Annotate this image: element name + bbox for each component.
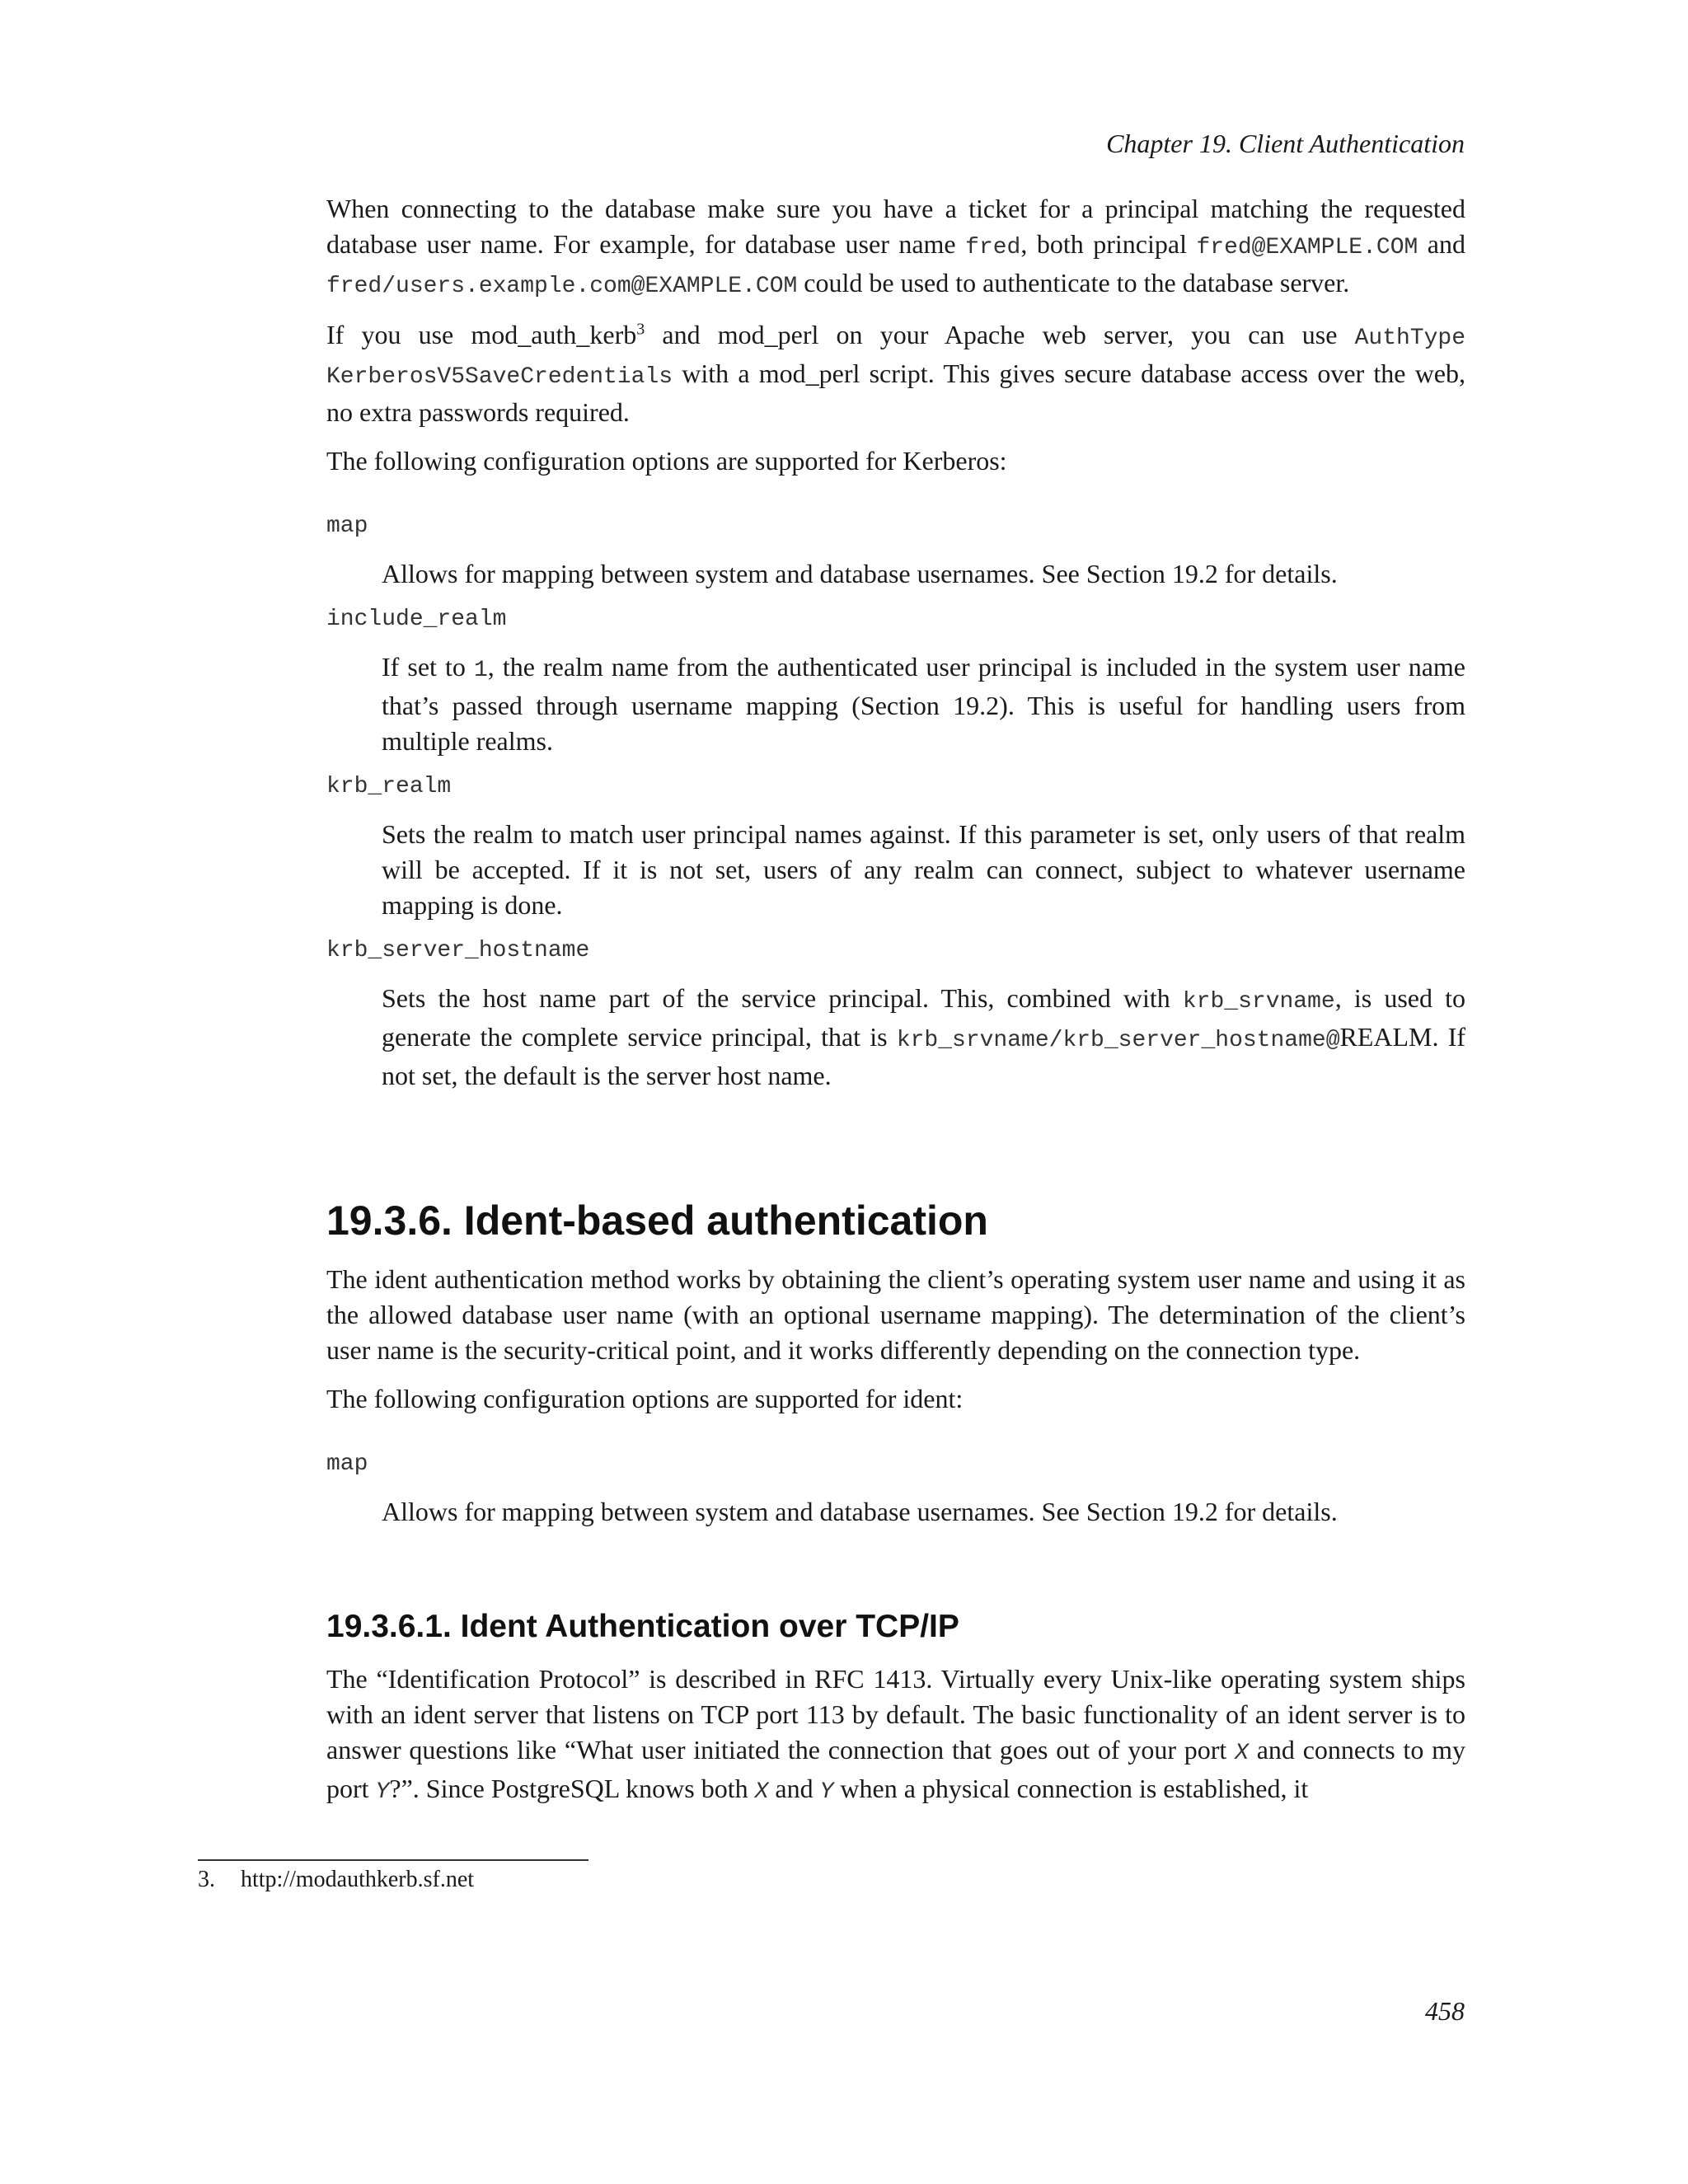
text-run: ?”. Since PostgreSQL knows both bbox=[389, 1774, 755, 1803]
code-user-fred: fred bbox=[965, 235, 1021, 260]
option-desc-krb-realm: Sets the realm to match user principal names against. If this parameter is set, only users of that realm will be accepted. If it is not set, users of any realm can connect, subject to whatever username mapping is done. bbox=[382, 819, 1465, 920]
intro-paragraph-kerberos-ticket bbox=[326, 191, 1465, 304]
option-desc-map bbox=[382, 556, 1465, 592]
running-header: Chapter 19. Client Authentication bbox=[1106, 129, 1465, 158]
footnote bbox=[198, 1864, 474, 1896]
footnote-divider bbox=[198, 1859, 588, 1861]
ident-option-term-map: map bbox=[326, 1451, 368, 1477]
option-term-krb-server-hostname: krb_server_hostname bbox=[326, 938, 590, 963]
code-port-x: X bbox=[1235, 1741, 1249, 1766]
code-value-1: 1 bbox=[473, 658, 488, 683]
footnote-link[interactable]: http://modauthkerb.sf.net bbox=[241, 1867, 475, 1892]
text-run: The “Identification Protocol” is described in RFC 1413. Virtually every Unix-like operating system ships with an ident server that listens on TCP port 113 by default. The basic functionality of an ident server is to answer questions like “What user initiated the connection that goes out of your port bbox=[326, 1664, 1465, 1765]
subsection-heading-ident-tcp: 19.3.6.1. Ident Authentication over TCP/IP bbox=[326, 1609, 959, 1644]
text-run: If set to bbox=[382, 652, 474, 682]
page-content bbox=[326, 191, 1465, 1823]
option-desc-include-realm bbox=[382, 649, 1465, 759]
text-run: REALM. If not set, the default is the server host name. bbox=[382, 1022, 1466, 1090]
code-port-y: Y bbox=[819, 1779, 834, 1805]
intro-paragraph-options: The following configuration options are supported for Kerberos: bbox=[326, 446, 1007, 476]
footnote-reference[interactable]: 3 bbox=[636, 320, 645, 339]
text-run: and connects to my port bbox=[326, 1735, 1465, 1803]
code-port-y: Y bbox=[375, 1779, 390, 1805]
text-run: If you use mod_auth_kerb bbox=[326, 320, 637, 349]
option-desc-krb-server-hostname bbox=[382, 981, 1465, 1094]
ident-options-list bbox=[326, 1448, 1465, 1530]
section-link-text: Allows for mapping between system and database usernames. See Section 19.2 for details. bbox=[382, 559, 1338, 588]
text-run: , both principal bbox=[1020, 229, 1197, 259]
code-service-principal: krb_srvname/krb_server_hostname@ bbox=[896, 1028, 1340, 1053]
option-term-map: map bbox=[326, 513, 368, 539]
text-run: and mod_perl on your Apache web server, you can use bbox=[645, 320, 1355, 349]
text-run: could be used to authenticate to the database server. bbox=[797, 268, 1350, 298]
text-run: and bbox=[768, 1774, 820, 1803]
code-port-x: X bbox=[754, 1779, 769, 1805]
intro-paragraph-mod-auth-kerb bbox=[326, 317, 1465, 430]
kerberos-options-list bbox=[326, 510, 1465, 1094]
text-run: with a mod_perl script. This gives secure database access over the web, no extra passwords required. bbox=[326, 359, 1465, 427]
ident-option-desc-map: Allows for mapping between system and database usernames. See Section 19.2 for details. bbox=[382, 1497, 1338, 1526]
text-run: When connecting to the database make sure you have a ticket for a principal matching the requested database user name. For example, for database user name bbox=[326, 194, 1465, 259]
code-principal-fred: fred@EXAMPLE.COM bbox=[1196, 235, 1418, 260]
text-run: Sets the host name part of the service principal. This, combined with bbox=[382, 983, 1183, 1013]
footnote-number: 3. bbox=[198, 1867, 215, 1892]
option-term-include-realm: include_realm bbox=[326, 607, 507, 632]
text-run: , is used to generate the complete service principal, that is bbox=[382, 983, 1466, 1052]
ident-paragraph-options: The following configuration options are supported for ident: bbox=[326, 1384, 964, 1413]
text-run: and bbox=[1418, 229, 1466, 259]
code-authtype: AuthType KerberosV5SaveCredentials bbox=[326, 326, 1466, 390]
text-run: when a physical connection is established, it bbox=[833, 1774, 1309, 1803]
section-heading-ident: 19.3.6. Ident-based authentication bbox=[326, 1197, 988, 1244]
ident-paragraph-method: The ident authentication method works by obtaining the client’s operating system user name and using it as the allowed database user name (with an optional username mapping). The determination of the client’s user name is the security-critical point, and it works differently depending on the connection type. bbox=[326, 1264, 1465, 1365]
text-run: , the realm name from the authenticated user principal is included in the system user name that’s passed through username mapping (Section 19.2). This is useful for handling users from multiple realms. bbox=[382, 652, 1466, 756]
code-principal-fred-host: fred/users.example.com@EXAMPLE.COM bbox=[326, 274, 798, 299]
code-krb-srvname: krb_srvname bbox=[1182, 989, 1335, 1015]
tcp-paragraph-identification-protocol bbox=[326, 1661, 1465, 1810]
page-number: 458 bbox=[1425, 1996, 1465, 2026]
option-term-krb-realm: krb_realm bbox=[326, 774, 452, 799]
